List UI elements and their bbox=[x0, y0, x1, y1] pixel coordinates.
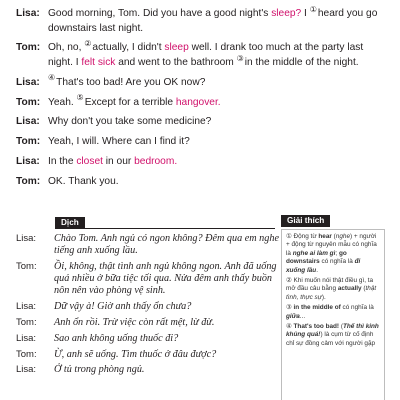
note-text: ( bbox=[361, 285, 366, 293]
translation-text: Chào Tom. Anh ngủ có ngon không? Đêm qua em nghe tiếng anh xuống lầu. bbox=[54, 233, 279, 257]
dialogue-line bbox=[16, 155, 386, 170]
translation-divider bbox=[55, 228, 275, 229]
note-text: Thế thì kinh khủng quá! bbox=[286, 323, 379, 339]
translation-line bbox=[16, 261, 281, 298]
speaker-name: Lisa: bbox=[16, 233, 37, 244]
translation-line bbox=[16, 301, 281, 313]
english-dialogue bbox=[16, 4, 386, 194]
note-marker: ② bbox=[84, 38, 92, 48]
note-item bbox=[286, 304, 380, 321]
speaker-name: Lisa: bbox=[16, 116, 40, 128]
translation-text: Anh ổn rồi. Trừ việc còn rất mệt, lừ đừ. bbox=[54, 317, 215, 328]
speaker-name: Lisa: bbox=[16, 155, 40, 167]
utterance-text: I bbox=[301, 8, 310, 19]
note-marker: ① bbox=[309, 4, 317, 14]
translation-text: Ồi, không, thật tình anh ngủ không ngon. Anh đã uống quá nhiều ở bữa tiệc tối qua. Nửa đêm anh thấy buồn nôn nên vào phòng vệ sinh. bbox=[54, 261, 277, 297]
dialogue-line bbox=[16, 73, 386, 91]
note-text: ( bbox=[339, 323, 343, 331]
note-text: giữa bbox=[286, 312, 300, 320]
speaker-name: Lisa: bbox=[16, 8, 40, 19]
utterance-text: Oh, no, bbox=[48, 42, 85, 54]
translation-text: Sao anh không uống thuốc đi? bbox=[54, 332, 179, 344]
vocab-highlight: sleep? bbox=[271, 8, 302, 19]
vietnamese-translation bbox=[16, 233, 281, 380]
utterance-text: That's too bad! Are you OK now? bbox=[56, 76, 206, 88]
note-text: nghe ai làm gì bbox=[292, 249, 336, 257]
utterance-text: heard you go downstairs last night. bbox=[48, 8, 378, 34]
translation-text: Ừ, anh sẽ uống. Tìm thuốc ở đâu được? bbox=[54, 348, 217, 360]
note-text: in the middle of bbox=[293, 304, 341, 312]
speaker-name: Tom: bbox=[16, 96, 41, 108]
translation-line bbox=[16, 317, 281, 329]
note-text: ). bbox=[321, 293, 326, 301]
note-text: ( bbox=[331, 233, 336, 240]
vocab-highlight: closet bbox=[76, 155, 103, 167]
translation-line bbox=[16, 364, 281, 376]
utterance-text: Yeah, I will. Where can I find it? bbox=[48, 136, 190, 148]
note-text: thật tình, thực sự bbox=[286, 285, 377, 301]
utterance-text: OK. Thank you. bbox=[48, 175, 119, 187]
note-text: ) + người + động từ nguyên mẫu có nghĩa là bbox=[286, 233, 377, 257]
speaker-name: Lisa: bbox=[16, 301, 37, 313]
note-text: ) là cụm từ cố định chỉ sự đồng cảm với người gặp bbox=[286, 331, 376, 347]
utterance-text: Why don't you take some medicine? bbox=[48, 116, 212, 128]
utterance bbox=[48, 4, 386, 36]
utterance-text: actually, I didn't bbox=[92, 42, 165, 54]
utterance-text: Good morning, Tom. Did you have a good night's bbox=[48, 8, 272, 19]
notes-label: Giải thích bbox=[281, 215, 330, 227]
speaker-name: Lisa: bbox=[16, 76, 40, 88]
note-marker: ③ bbox=[236, 53, 244, 63]
note-text: ① Động từ bbox=[286, 233, 319, 240]
vocab-highlight: felt sick bbox=[81, 56, 116, 68]
note-text: actually bbox=[337, 285, 362, 293]
utterance-text: well. I drank too much at the party last night. I bbox=[48, 42, 364, 68]
translation-label: Dịch bbox=[55, 217, 85, 229]
vocab-highlight: bedroom. bbox=[134, 155, 178, 167]
note-text: nghe bbox=[335, 233, 351, 240]
speaker-name: Tom: bbox=[16, 42, 41, 54]
dialogue-line bbox=[16, 175, 386, 190]
utterance-text: Except for a terrible bbox=[84, 96, 176, 108]
utterance bbox=[48, 93, 386, 111]
speaker-name: Tom: bbox=[16, 175, 41, 187]
speaker-name: Tom: bbox=[16, 136, 41, 148]
note-text: đi xuống lầu bbox=[286, 258, 361, 274]
speaker-name: Lisa: bbox=[16, 364, 37, 376]
translation-text: Ở tủ trong phòng ngủ. bbox=[54, 364, 145, 376]
translation-text: Dữ vậy à! Giờ anh thấy ổn chưa? bbox=[54, 301, 192, 313]
translation-line bbox=[16, 349, 281, 361]
dialogue-line bbox=[16, 115, 386, 130]
translation-line bbox=[16, 233, 281, 257]
note-marker: ④ bbox=[48, 73, 56, 83]
note-item bbox=[286, 233, 380, 275]
dialogue-line bbox=[16, 135, 386, 150]
utterance bbox=[48, 38, 386, 70]
note-text: That's too bad! bbox=[293, 323, 340, 331]
translation-line bbox=[16, 333, 281, 345]
note-text: ; bbox=[335, 249, 339, 257]
dialogue-line bbox=[16, 93, 386, 111]
utterance-text: In the bbox=[48, 155, 77, 167]
speaker-name: Tom: bbox=[16, 261, 37, 272]
utterance bbox=[48, 175, 386, 190]
utterance bbox=[48, 73, 386, 91]
speaker-name: Tom: bbox=[16, 348, 37, 360]
note-text: go downstairs bbox=[286, 249, 347, 266]
note-text: ... bbox=[299, 312, 306, 320]
utterance-text: Yeah. bbox=[48, 96, 77, 108]
dialogue-line bbox=[16, 4, 386, 36]
note-item bbox=[286, 277, 380, 302]
note-text: có nghĩa là bbox=[340, 304, 374, 312]
vocab-highlight: hangover. bbox=[175, 96, 221, 108]
note-text: ④ bbox=[286, 323, 294, 331]
vocab-highlight: sleep bbox=[164, 42, 189, 54]
note-item bbox=[286, 323, 380, 348]
utterance-text: and went to the bathroom bbox=[115, 56, 237, 68]
utterance-text: in our bbox=[102, 155, 135, 167]
note-text: ② Khi muốn nói thật điều gì, ta mở đầu câu bằng bbox=[286, 277, 374, 293]
note-text: hear bbox=[318, 233, 332, 240]
speaker-name: Lisa: bbox=[16, 332, 37, 344]
note-text: có nghĩa là bbox=[319, 258, 355, 266]
speaker-name: Tom: bbox=[16, 317, 37, 328]
note-marker: ⑤ bbox=[76, 93, 84, 103]
utterance-text: in the middle of the night. bbox=[244, 56, 359, 68]
note-text: ③ bbox=[286, 304, 294, 312]
explanation-notes bbox=[281, 229, 385, 400]
utterance bbox=[48, 115, 386, 130]
utterance bbox=[48, 135, 386, 150]
dialogue-line bbox=[16, 38, 386, 70]
note-text: . bbox=[316, 266, 318, 274]
utterance bbox=[48, 155, 386, 170]
